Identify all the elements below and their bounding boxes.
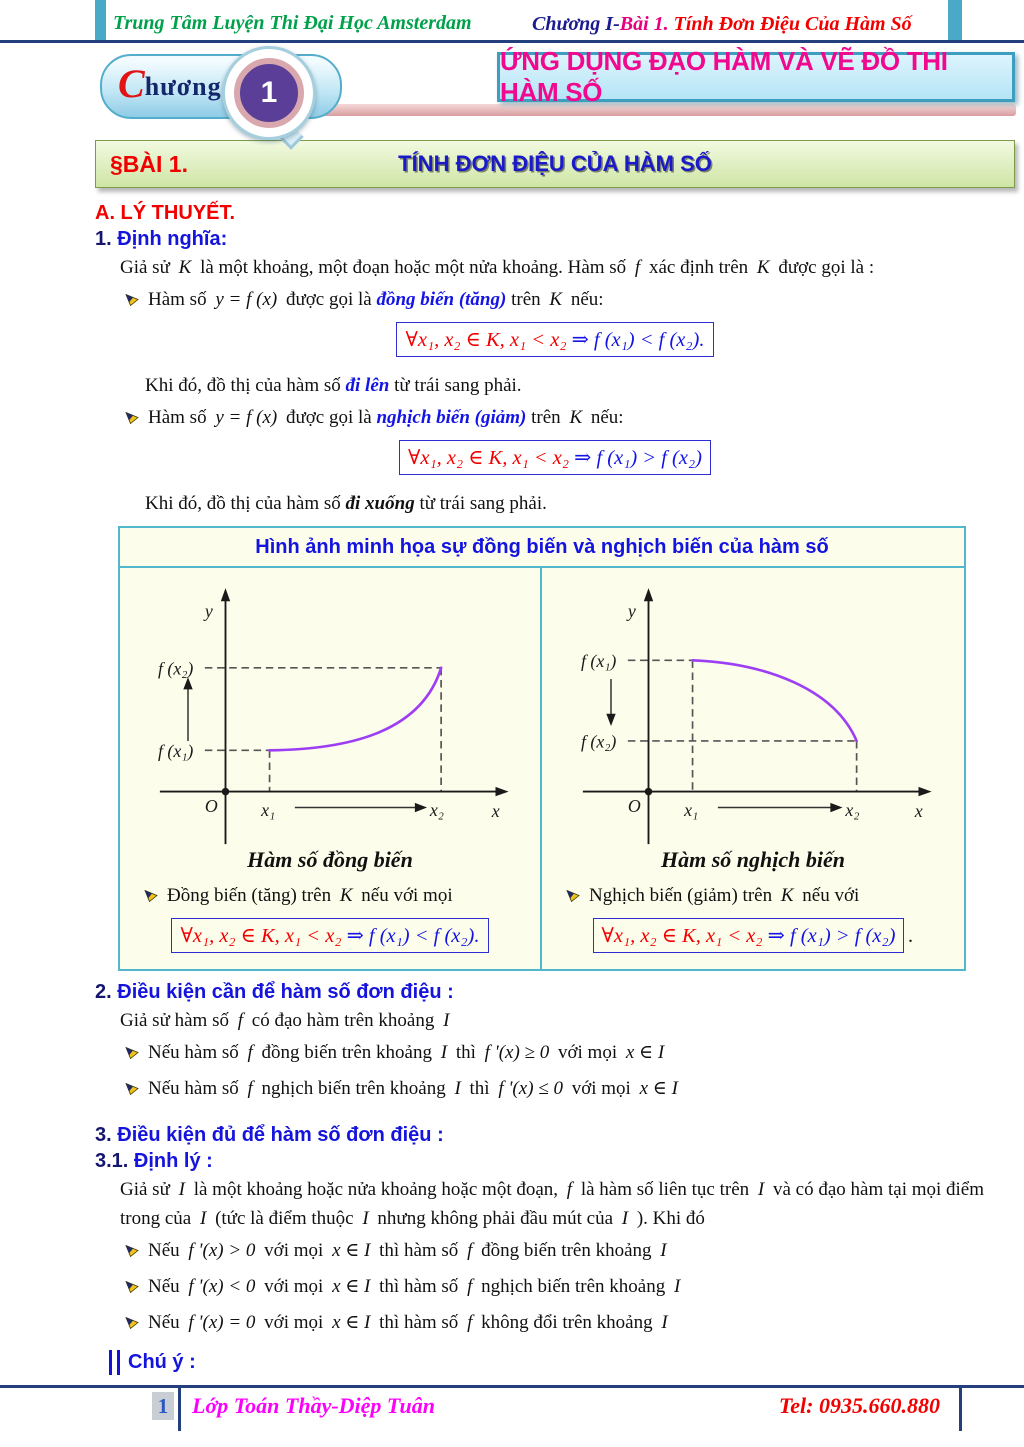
center-name: Trung Tâm Luyện Thi Đại Học Amsterdam: [113, 12, 472, 34]
text-run: thì: [464, 1078, 495, 1099]
math-run: I: [621, 1208, 629, 1229]
figure-formula-decreasing-wrap: [544, 918, 962, 953]
section3-heading: [95, 1124, 1015, 1147]
highlight-run: nghịch biến (giảm): [376, 407, 527, 428]
text-run: trên: [506, 289, 546, 310]
footer-right-divider: [959, 1386, 962, 1431]
text-run: với mọi: [566, 1078, 636, 1099]
note-label: Chú ý :: [128, 1351, 196, 1373]
math-run: K: [178, 257, 192, 278]
bullet-text: [167, 881, 453, 911]
highlight-run: đi xuống: [345, 493, 415, 514]
definition-intro: [120, 253, 1015, 282]
math-run: f '(x) > 0: [188, 1240, 256, 1261]
fx1-label: f (x₁): [580, 650, 616, 671]
formula-condition: ∀x₁, x₂ ∈ K, x₁ < x₂: [405, 329, 572, 351]
decreasing-note: [145, 489, 1015, 518]
y-axis-label: y: [204, 601, 213, 622]
section-title: Định lý :: [133, 1150, 213, 1172]
text-run: thì hàm số: [374, 1240, 464, 1261]
text-run: nghịch biến trên khoảng: [256, 1078, 451, 1099]
chapter-word: hương: [144, 71, 222, 101]
trailing-period: .: [908, 925, 914, 947]
increasing-formula-wrap: [95, 322, 1015, 357]
math-run: y = f (x): [215, 407, 278, 428]
theory-heading: A. LÝ THUYẾT.: [95, 202, 236, 224]
math-run: K: [756, 257, 770, 278]
math-run: I: [443, 1010, 450, 1031]
text-run: là một khoảng, một đoạn hoặc một nửa khoảng. Hàm số: [195, 257, 631, 278]
bullet-arrow-icon: [125, 294, 139, 306]
footer-class-name: Lớp Toán Thầy-Diệp Tuân: [192, 1393, 436, 1418]
text-run: nghịch biến trên khoảng: [476, 1276, 670, 1297]
increasing-note: [145, 371, 1015, 400]
text-run: ). Khi đó: [632, 1208, 705, 1229]
x1-label: x₁: [260, 799, 275, 820]
text-run: đồng biến trên khoảng: [256, 1042, 437, 1063]
math-run: I: [454, 1078, 461, 1099]
formula-conclusion: ⇒ f (x₁) < f (x₂).: [571, 329, 705, 351]
lesson-banner: [95, 140, 1015, 188]
math-run: I: [440, 1042, 448, 1063]
lesson-label: §BÀI 1.: [110, 150, 188, 177]
lesson-title: TÍNH ĐƠN ĐIỆU CỦA HÀM SỐ: [398, 151, 712, 176]
math-run: f: [634, 257, 641, 278]
math-run: I: [178, 1179, 185, 1200]
text-run: nếu với mọi: [356, 885, 453, 906]
text-run: thì: [451, 1042, 481, 1063]
bullet-text: [148, 285, 604, 315]
increasing-formula-box: [396, 322, 713, 357]
text-run: trên: [526, 407, 566, 428]
figure-bullet-decreasing: [566, 881, 962, 911]
bullet-arrow-icon: [125, 1047, 139, 1059]
origin-label: O: [204, 796, 218, 817]
page-header: [0, 0, 1024, 140]
footer-phone: Tel: 0935.660.880: [778, 1393, 940, 1418]
section3-bullet2: [125, 1272, 1015, 1302]
math-run: f: [467, 1312, 473, 1333]
math-run: f '(x) ≤ 0: [498, 1078, 563, 1099]
math-run: x ∈ I: [625, 1042, 665, 1063]
decreasing-formula-box: [399, 440, 711, 475]
text-run: không đổi trên khoảng: [476, 1312, 658, 1333]
text-run: được gọi là: [281, 407, 377, 428]
bullet-arrow-icon: [125, 412, 139, 424]
bullet-text: [148, 1038, 668, 1068]
math-run: f '(x) = 0: [188, 1312, 256, 1333]
text-run: với mọi: [259, 1312, 329, 1333]
figure-title: Hình ảnh minh họa sự đồng biến và nghịch biến của hàm số: [120, 528, 964, 568]
math-run: x ∈ I: [332, 1276, 371, 1297]
section2-bullet2: [125, 1074, 1015, 1104]
text-run: Nếu hàm số: [148, 1078, 244, 1099]
bullet-text: [148, 403, 624, 433]
section-number: 2.: [95, 981, 112, 1003]
bullet-arrow-icon: [125, 1317, 139, 1329]
fx1-label: f (x₁): [157, 740, 193, 761]
text-run: xác định trên: [644, 257, 753, 278]
left-teal-bar: [95, 0, 106, 41]
bullet-text: [148, 1074, 682, 1104]
text-run: Khi đó, đồ thị của hàm số: [145, 375, 346, 396]
text-run: đồng biến trên khoảng: [476, 1240, 657, 1261]
math-run: y = f (x): [215, 289, 278, 310]
fx2-label: f (x₂): [157, 658, 193, 679]
text-run: với mọi: [259, 1276, 329, 1297]
figure-bullet-increasing: [144, 881, 538, 911]
chapter-number: 1: [234, 58, 304, 128]
section-number: 3.1.: [95, 1150, 129, 1172]
formula-conclusion: ⇒ f (x₁) > f (x₂): [767, 925, 896, 947]
bullet-arrow-icon: [144, 890, 158, 902]
math-run: K: [780, 885, 794, 906]
section-title: Định nghĩa:: [117, 228, 228, 250]
section-number: 3.: [95, 1124, 112, 1146]
figure-panel-decreasing: [542, 568, 964, 969]
chapter-title: ỨNG DỤNG ĐẠO HÀM VÀ VẼ ĐỒ THI HÀM SỐ: [500, 46, 948, 107]
bullet-arrow-icon: [566, 890, 580, 902]
double-bar-icon: [109, 1350, 120, 1375]
section-title: Điều kiện cần để hàm số đơn điệu :: [117, 981, 454, 1003]
section1-heading: [95, 228, 1015, 251]
math-run: f: [566, 1179, 573, 1200]
origin-label: O: [627, 796, 641, 817]
text-run: nếu:: [566, 289, 604, 310]
text-run: có đạo hàm trên khoảng: [247, 1010, 440, 1031]
note-heading: [109, 1350, 1015, 1375]
text-run: Hàm số: [148, 407, 212, 428]
math-run: f '(x) < 0: [188, 1276, 256, 1297]
math-run: x ∈ I: [332, 1240, 371, 1261]
bullet-text: [148, 1272, 684, 1302]
text-run: và có đạo hàm tại mọi điểm trong của: [120, 1179, 985, 1229]
text-run: từ trái sang phải.: [414, 493, 547, 514]
decreasing-function-graph: [566, 574, 941, 846]
text-run: với mọi: [259, 1240, 329, 1261]
math-run: K: [339, 885, 353, 906]
text-run: được gọi là: [281, 289, 377, 310]
section-number: 1.: [95, 228, 112, 250]
bullet-text: [589, 881, 859, 911]
x-axis-label: x: [491, 800, 500, 821]
text-run: được gọi là :: [773, 257, 875, 278]
chapter-word-initial: C: [118, 61, 145, 106]
content-column: [95, 140, 1015, 1375]
chapter-number-circle: [222, 46, 316, 140]
text-run: Giả sử: [120, 257, 175, 278]
text-run: Đồng biến (tăng) trên: [167, 885, 336, 906]
lesson-name: Tính Đơn Điệu Của Hàm Số: [668, 13, 912, 35]
figure-formula-increasing-wrap: [122, 918, 538, 953]
math-run: f: [237, 1010, 244, 1031]
bullet-arrow-icon: [125, 1281, 139, 1293]
math-run: x ∈ I: [332, 1312, 371, 1333]
footer-rule: [0, 1385, 1024, 1388]
math-run: I: [362, 1208, 369, 1229]
math-run: I: [757, 1179, 765, 1200]
text-run: thì hàm số: [374, 1312, 464, 1333]
footer-left-divider: [178, 1386, 181, 1431]
text-run: nếu với: [797, 885, 860, 906]
text-run: nếu:: [586, 407, 624, 428]
chapter-title-box: [497, 46, 1015, 107]
section31-heading: [95, 1150, 1015, 1173]
formula-condition: ∀x₁, x₂ ∈ K, x₁ < x₂: [180, 925, 347, 947]
page-number: 1: [152, 1392, 174, 1420]
formula-condition: ∀x₁, x₂ ∈ K, x₁ < x₂: [601, 925, 768, 947]
bullet-text: [148, 1236, 671, 1266]
math-run: K: [549, 289, 563, 310]
math-run: x ∈ I: [639, 1078, 678, 1099]
section-title: Điều kiện đủ để hàm số đơn điệu :: [117, 1124, 444, 1146]
figure-formula-increasing: [171, 918, 488, 953]
text-run: Nếu hàm số: [148, 1042, 244, 1063]
increasing-function-graph: [143, 574, 518, 846]
text-run: Giả sử: [120, 1179, 175, 1200]
section2-heading: [95, 981, 1015, 1004]
math-run: I: [660, 1240, 667, 1261]
figure-grid: [120, 568, 964, 969]
section3-bullet1: [125, 1236, 1015, 1266]
highlight-run: đi lên: [345, 375, 390, 396]
text-run: Nếu: [148, 1312, 185, 1333]
text-run: Hàm số: [148, 289, 212, 310]
fx2-label: f (x₂): [580, 731, 616, 752]
math-run: f: [467, 1276, 473, 1297]
highlight-run: đồng biến (tăng): [376, 289, 507, 310]
text-run: Khi đó, đồ thị của hàm số: [145, 493, 346, 514]
math-run: K: [569, 407, 583, 428]
math-run: f: [247, 1078, 253, 1099]
decreasing-formula-wrap: [95, 440, 1015, 475]
section3-intro: [120, 1175, 1015, 1233]
math-run: f: [247, 1042, 253, 1063]
text-run: Giả sử hàm số: [120, 1010, 234, 1031]
formula-conclusion: ⇒ f (x₁) > f (x₂): [574, 447, 702, 469]
bullet-text: [148, 1308, 672, 1338]
math-run: I: [199, 1208, 207, 1229]
text-run: thì hàm số: [374, 1276, 464, 1297]
figure-formula-decreasing: [593, 918, 905, 953]
bullet-arrow-icon: [125, 1083, 139, 1095]
text-run: (tức là điểm thuộc: [210, 1208, 359, 1229]
text-run: nhưng không phải đầu mút của: [372, 1208, 618, 1229]
chapter-label: Chương I-: [532, 13, 620, 35]
text-run: Nếu: [148, 1276, 185, 1297]
section3-bullet3: [125, 1308, 1015, 1338]
math-run: f '(x) ≥ 0: [484, 1042, 550, 1063]
section2-intro: [120, 1006, 1015, 1035]
increasing-definition-bullet: [125, 285, 1015, 315]
figure-panel-increasing: [120, 568, 542, 969]
text-run: Nếu: [148, 1240, 185, 1261]
figure-caption-decreasing: Hàm số nghịch biến: [661, 847, 845, 872]
formula-conclusion: ⇒ f (x₁) < f (x₂).: [346, 925, 480, 947]
y-axis-label: y: [627, 601, 636, 622]
text-run: từ trái sang phải.: [389, 375, 522, 396]
x-axis-label: x: [914, 800, 923, 821]
illustration-figure: [118, 526, 966, 971]
running-title: [532, 13, 912, 36]
header-rule: [0, 40, 1024, 43]
right-teal-bar: [948, 0, 962, 41]
formula-condition: ∀x₁, x₂ ∈ K, x₁ < x₂: [408, 447, 575, 469]
section2-bullet1: [125, 1038, 1015, 1068]
text-run: Nghịch biến (giảm) trên: [589, 885, 777, 906]
x1-label: x₁: [683, 799, 698, 820]
lesson-number: Bài 1.: [619, 13, 669, 35]
figure-caption-increasing: Hàm số đồng biến: [247, 847, 413, 872]
text-run: với mọi: [553, 1042, 622, 1063]
x2-label: x₂: [844, 799, 859, 820]
math-run: f: [467, 1240, 473, 1261]
x2-label: x₂: [429, 799, 444, 820]
text-run: là một khoảng hoặc nửa khoảng hoặc một đoạn,: [188, 1179, 563, 1200]
text-run: là hàm số liên tục trên: [576, 1179, 754, 1200]
bullet-arrow-icon: [125, 1245, 139, 1257]
math-run: I: [661, 1312, 668, 1333]
math-run: I: [674, 1276, 681, 1297]
decreasing-definition-bullet: [125, 403, 1015, 433]
